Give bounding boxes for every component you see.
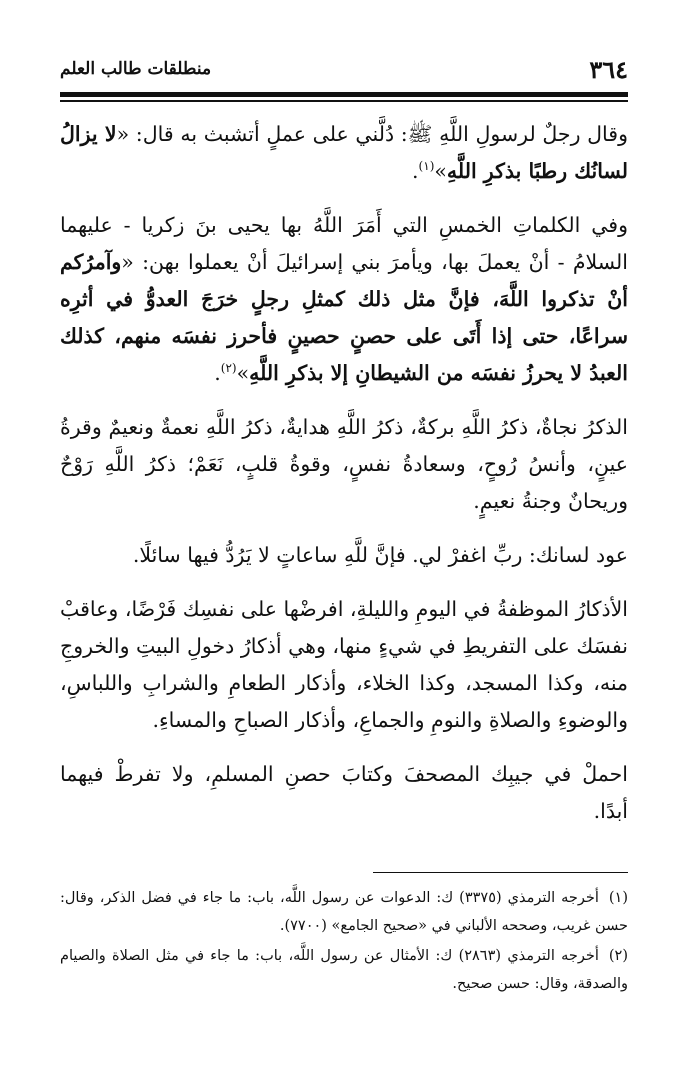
header-rule-thin: [60, 100, 628, 102]
paragraph-dhikr-virtues: الذكرُ نجاةٌ، ذكرُ اللَّهِ بركةٌ، ذكرُ اللَّهِ هدايةٌ، ذكرُ اللَّهِ نعمةٌ ونعيمٌ وقرةُ عينٍ، وأنسُ رُوحٍ، وسعادةُ نفسٍ، وقوةُ قلبٍ، نَعَمْ؛ ذكرُ اللَّهِ رَوْحٌ وريحانٌ وجنةُ نعيمٍ.: [60, 415, 628, 513]
paragraph-2-intro: وفي الكلماتِ الخمسِ التي أَمَرَ اللَّهُ بها يحيى بنَ زكريا - عليهما السلامُ - أنْ يعملَ بها، ويأمرَ بني إسرائيلَ أنْ يعملوا بهن: «: [60, 213, 628, 274]
footnote-ref-2[interactable]: (٢): [220, 361, 237, 376]
body-text: [60, 116, 628, 847]
footnote-1-text: أخرجه الترمذي (٣٣٧٥) ك: الدعوات عن رسول اللَّه، باب: ما جاء في فضل الذكر، وقال: حسن غريب، وصححه الألباني في «صحيح الجامع» (٧٧٠٠).: [60, 890, 628, 934]
paragraph-carry-mushaf: احملْ في جيبِك المصحفَ وكتابَ حصنِ المسلمِ، ولا تفرطْ فيهما أبدًا.: [60, 762, 628, 823]
hadith-quote-2: وآمرُكم أنْ تذكروا اللَّهَ، فإنَّ مثل ذلك كمثلِ رجلٍ خرَجَ العدوُّ في أثرِه سراعًا، حتى إذا أَتَى على حصنٍ حصينٍ فأحرز نفسَه منهم، كذلك العبدُ لا يحرزُ نفسَه من الشيطانِ إلا بذكرِ اللَّهِ: [60, 250, 628, 385]
header-rule-thick: [60, 92, 628, 97]
paragraph-1-end: .: [412, 159, 419, 183]
paragraph-2-end: .: [214, 361, 221, 385]
footnote-2: [60, 942, 628, 998]
quote-close-1: »: [434, 159, 447, 183]
footnote-1: [60, 884, 628, 940]
footnotes: [60, 884, 628, 1000]
hadith-quote-1: لا يزالُ لسانُك رطبًا بذكرِ اللَّهِ: [60, 122, 628, 183]
page-header: [60, 52, 628, 86]
running-title: منطلقات طالب العلم: [60, 59, 212, 79]
footnote-ref-1[interactable]: (١): [418, 159, 435, 174]
paragraph-1-intro: وقال رجلٌ لرسولِ اللَّهِ ﷺ: دُلَّني على عملٍ أتشبث به قال: «: [116, 122, 628, 146]
paragraph-hadith-1: [60, 116, 628, 190]
paragraph-daily-adhkar: الأذكارُ الموظفةُ في اليومِ والليلةِ، افرضْها على نفسِك فَرْضًا، وعاقبْ نفسَك على التفريطِ في شيءٍ منها، وهي أذكارُ دخولِ البيتِ والخروجِ منه، وكذا المسجد، وكذا الخلاء، وأذكار الطعامِ والشرابِ واللباسِ، والوضوءِ والصلاةِ والنومِ والجماعِ، وأذكار الصباحِ والمساءِ.: [60, 597, 628, 732]
footnote-1-number: (١): [608, 890, 628, 906]
footnote-separator: [373, 872, 628, 873]
paragraph-istighfar: عود لسانك: ربِّ اغفرْ لي. فإنَّ للَّهِ ساعاتٍ لا يَرُدُّ فيها سائلًا.: [132, 543, 628, 567]
paragraph-hadith-2: [60, 207, 628, 392]
quote-close-2: »: [236, 361, 250, 385]
footnote-2-text: أخرجه الترمذي (٢٨٦٣) ك: الأمثال عن رسول اللَّه، باب: ما جاء في مثل الصلاة والصيام والصدقة، وقال: حسن صحيح.: [60, 948, 628, 992]
page-number: ٣٦٤: [589, 54, 628, 84]
footnote-2-number: (٢): [608, 948, 629, 964]
